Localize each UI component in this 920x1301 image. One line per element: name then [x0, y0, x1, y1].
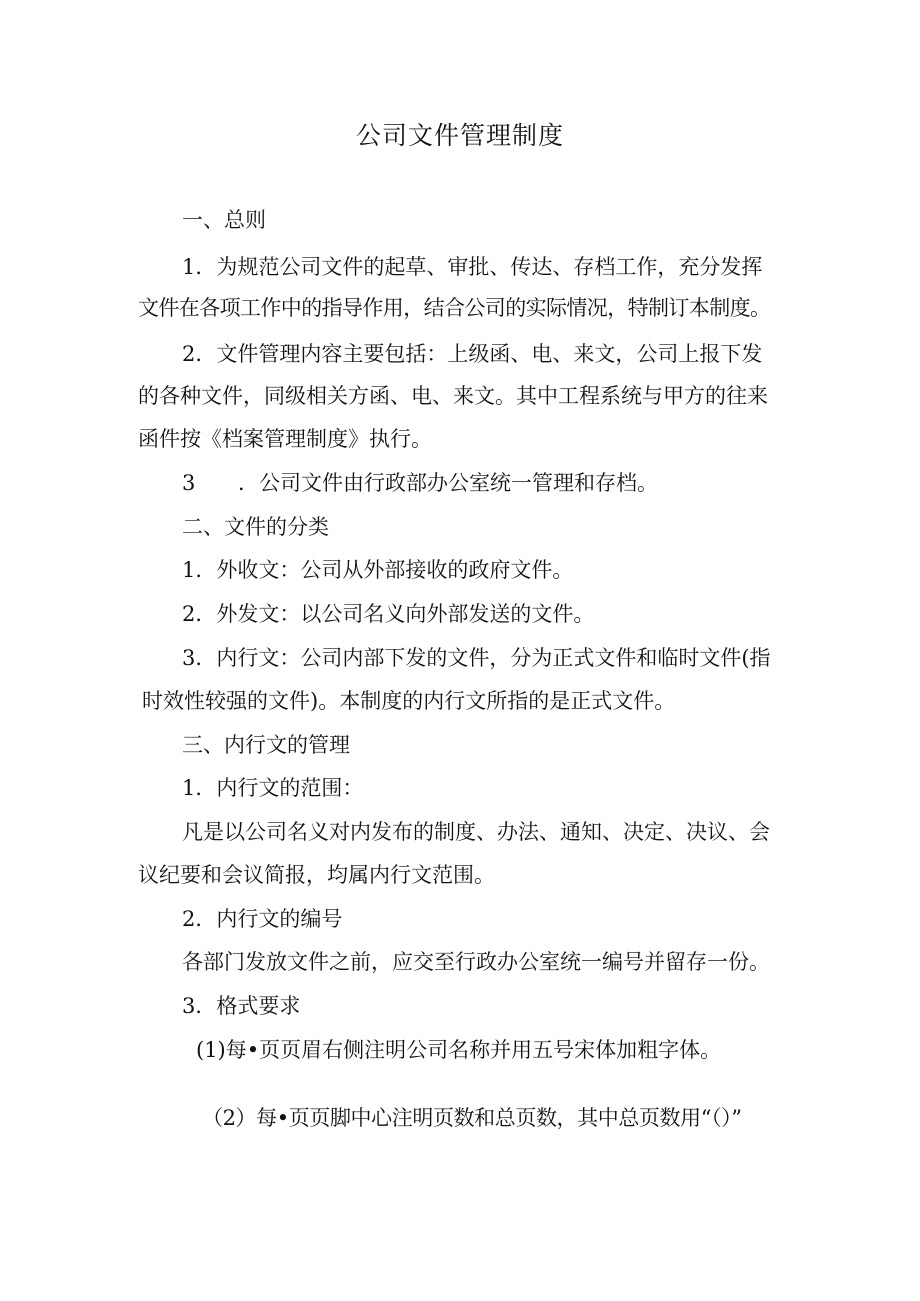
- section-heading-internal: 三、内行文的管理: [182, 733, 350, 757]
- paragraph-line: 2．内行文的编号: [182, 907, 343, 931]
- section-heading-general: 一、总则: [182, 208, 266, 232]
- paragraph-line: (1)每•页页眉右侧注明公司名称并用五号宋体加粗字体。: [196, 1038, 722, 1062]
- paragraph-line: 函件按《档案管理制度》执行。: [138, 427, 432, 451]
- paragraph-line: 1．为规范公司文件的起草、审批、传达、存档工作，充分发挥: [182, 255, 763, 279]
- paragraph-line: 2．文件管理内容主要包括：上级函、电、来文，公司上报下发: [182, 342, 763, 366]
- paragraph-line: 文件在各项工作中的指导作用，结合公司的实际情况，特制订本制度。: [138, 296, 771, 320]
- paragraph-line: 各部门发放文件之前，应交至行政办公室统一编号并留存一份。: [182, 950, 770, 974]
- paragraph-line: 议纪要和会议简报，均属内行文范围。: [138, 863, 495, 887]
- paragraph-number: 3: [182, 471, 196, 495]
- paragraph-line: 1．外收文：公司从外部接收的政府文件。: [182, 558, 574, 582]
- paragraph-line: （2）每•页页脚中心注明页数和总页数，其中总页数用“（）”: [202, 1106, 742, 1130]
- paragraph-line: ．公司文件由行政部办公室统一管理和存档。: [238, 471, 658, 495]
- paragraph-line: 1．内行文的范围：: [182, 776, 364, 800]
- document-title: 公司文件管理制度: [355, 121, 564, 150]
- paragraph-line: 3．格式要求: [182, 994, 301, 1018]
- section-heading-classification: 二、文件的分类: [182, 515, 329, 539]
- paragraph-line: 凡是以公司名义对内发布的制度、办法、通知、决定、决议、会: [182, 820, 770, 844]
- paragraph-line: 2．外发文：以公司名义向外部发送的文件。: [182, 602, 595, 626]
- paragraph-line: 的各种文件，同级相关方函、电、来文。其中工程系统与甲方的往来: [138, 384, 768, 408]
- paragraph-line: 时效性较强的文件)。本制度的内行文所指的是正式文件。: [142, 689, 676, 713]
- paragraph-line: 3．内行文：公司内部下发的文件，分为正式文件和临时文件(指: [182, 646, 771, 670]
